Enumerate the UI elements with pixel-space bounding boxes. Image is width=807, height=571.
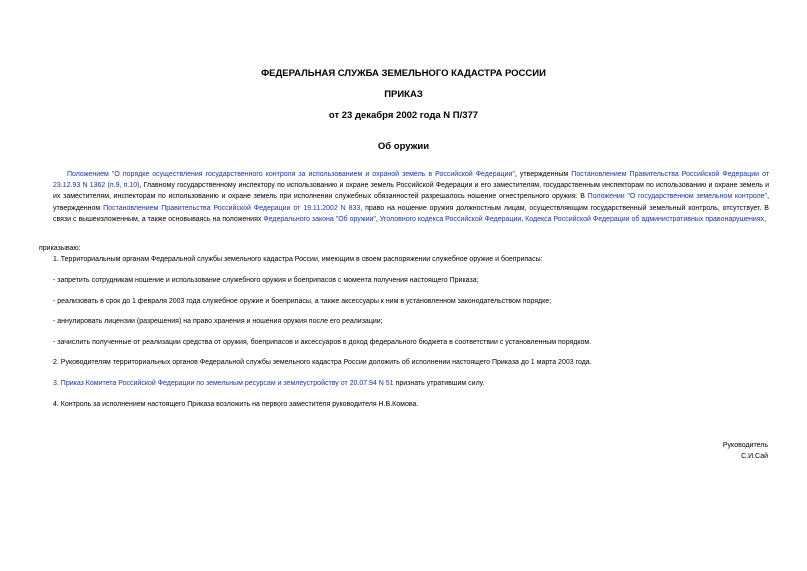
link-federal-law-weapons[interactable]: Федерального закона "Об оружии"	[263, 215, 376, 223]
document-date-number: от 23 декабря 2002 года N П/377	[328, 110, 479, 121]
signature-title: Руководитель	[722, 442, 768, 449]
intro-text: , Главному государственному инспектору по использованию и охране земель Российской Федерации и его заместителям, государственным инспекторам по использованию и охране земель и их заместителям, инспекторам по использованию и охране земель при исполнении служебных обязанностей разрешалось ношение огнестрельного оружия. В	[53, 182, 769, 201]
intro-text: , утвержденном	[53, 193, 770, 212]
document-type: ПРИКАЗ	[384, 89, 423, 100]
intro-text: ,	[764, 215, 767, 223]
order-item-1b: - реализовать в срок до 1 февраля 2003 года служебное оружие и боеприпасы, а также аксессуары к ним в установленном законодательством порядке;	[53, 298, 552, 305]
order-item-4: 4. Контроль за исполнением настоящего Приказа возложить на первого заместителя руководителя Н.В.Комова.	[53, 401, 419, 408]
order-item-1d: - зачислить полученные от реализации средства от оружия, боеприпасов и аксессуаров в доход федерального бюджета в соответствии с установленным порядком.	[53, 339, 592, 346]
intro-text: ,	[375, 215, 380, 223]
link-criminal-code[interactable]: Уголовного кодекса Российской Федерации	[379, 215, 522, 223]
order-item-3	[53, 379, 484, 389]
intro-paragraph	[53, 169, 769, 225]
order-item-1a: - запретить сотрудникам ношение и использование служебного оружия и боеприпасов с момента получения настоящего Приказа;	[53, 277, 479, 284]
link-government-decree-833[interactable]: Постановлением Правительства Российской Федерации от 19.11.2002 N 833	[103, 204, 361, 212]
link-administrative-code[interactable]: Кодекса Российской Федерации об административных правонарушениях	[525, 215, 765, 223]
order-item-1c: - аннулировать лицензии (разрешения) на право хранения и ношения оружия после его реализации;	[53, 318, 383, 325]
order-item-1: 1. Территориальным органам Федеральной службы земельного кадастра России, имеющим в своем распоряжении служебное оружие и боеприпасы:	[53, 256, 543, 263]
link-committee-order-51[interactable]: 3. Приказ Комитета Российской Федерации по земельным ресурсам и землеустройству от 20.07.94 N 51	[53, 380, 394, 387]
order-item-2: 2. Руководителям территориальных органов Федеральной службы земельного кадастра России доложить об исполнении настоящего Приказа до 1 марта 2003 года.	[53, 359, 592, 366]
order-word: приказываю:	[39, 245, 81, 252]
intro-text: , утвержденным	[514, 171, 572, 178]
link-government-decree-1362[interactable]: Постановлением Правительства Российской Федерации от 23.12.93 N 1362 (п.9, п.10)	[53, 171, 770, 190]
document-subject: Об оружии	[377, 141, 430, 152]
agency-title: ФЕДЕРАЛЬНАЯ СЛУЖБА ЗЕМЕЛЬНОГО КАДАСТРА РОССИИ	[261, 68, 546, 79]
intro-text: , право на ношение оружия должностным лицам, осуществляющим государственный земельный контроль, отсутствует. В связи с вышеизложенным, а также основываясь на положениях	[53, 204, 769, 223]
intro-text: ,	[521, 215, 526, 223]
link-regulation-state-land-control[interactable]: Положении "О государственном земельном контроле"	[587, 193, 768, 201]
link-regulation-land-control[interactable]: Положением "О порядке осуществления государственного контроля за использованием и охраной земель в Российской Федерации"	[67, 171, 515, 178]
order-item-3-text: признать утратившим силу.	[393, 380, 485, 387]
signature-name: С.И.Сай	[741, 453, 768, 460]
